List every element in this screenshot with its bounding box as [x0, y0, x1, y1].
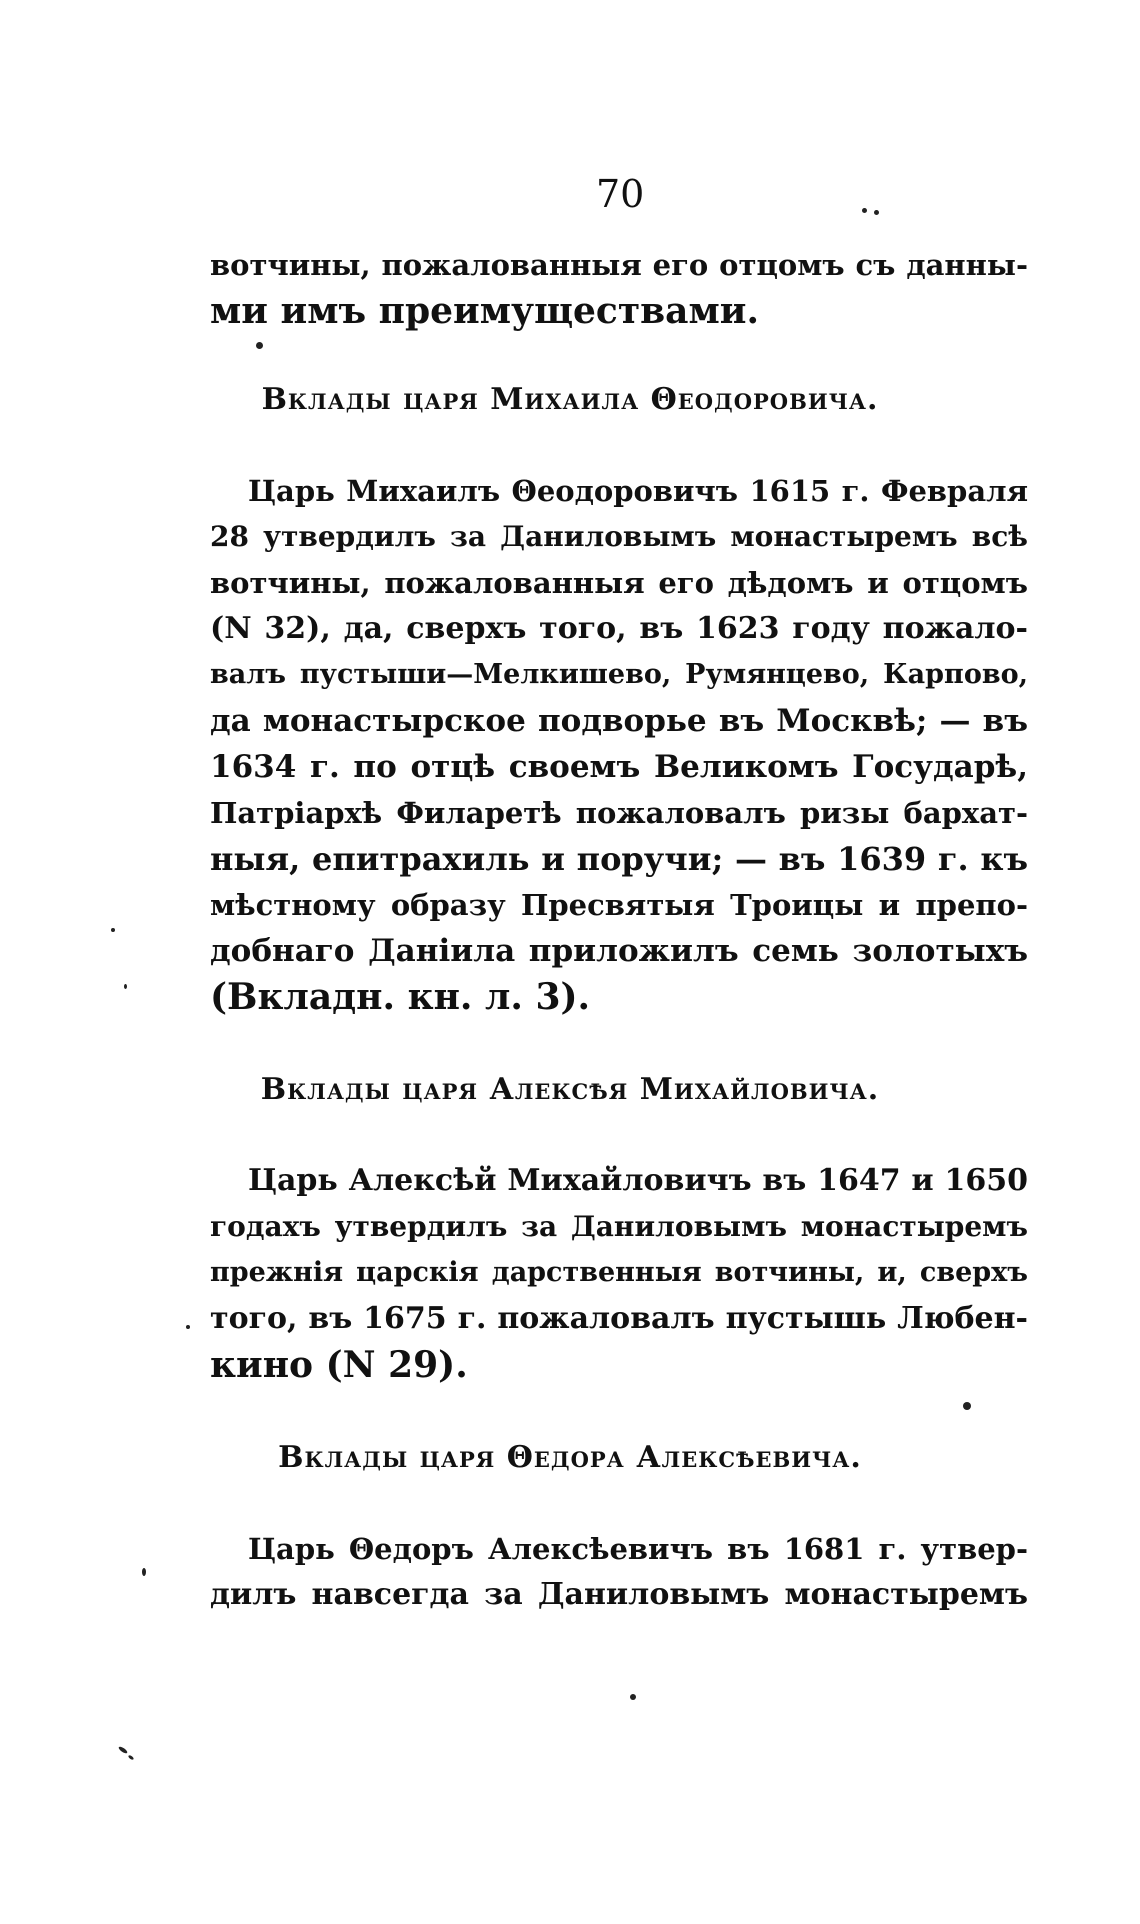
text-line: кино (N 29).	[210, 1344, 468, 1386]
text-line: Патріархѣ Филаретѣ пожаловалъ ризы бархат-	[210, 796, 1028, 830]
scan-speck	[862, 208, 867, 213]
text-line: ми имъ преимуществами.	[210, 290, 759, 332]
scan-speck	[186, 1325, 190, 1329]
scan-speck	[874, 210, 879, 215]
section-heading-mikhail: Вклады царя Михаила Θеодоровича.	[261, 382, 879, 417]
scan-speck	[142, 1568, 146, 1576]
scan-speck	[630, 1694, 636, 1700]
scan-speck	[256, 342, 263, 349]
text-line: Царь Θедоръ Алексѣевичъ въ 1681 г. утвер-	[248, 1532, 1028, 1566]
text-line: (Вкладн. кн. л. 3).	[210, 976, 591, 1018]
text-line: дилъ навсегда за Даниловымъ монастыремъ	[210, 1577, 1028, 1612]
text-line: 1634 г. по отцѣ своемъ Великомъ Государѣ,	[210, 749, 1028, 785]
text-line: прежнія царскія дарственныя вотчины, и, сверхъ	[210, 1257, 1028, 1288]
text-line: валъ пустыши—Мелкишево, Румянцево, Карпово,	[210, 659, 1028, 690]
text-line: 28 утвердилъ за Даниловымъ монастыремъ всѣ	[210, 520, 1028, 553]
scan-speck	[124, 984, 127, 989]
paragraph-feodor	[210, 1526, 1028, 1618]
scan-speck	[111, 928, 115, 932]
section-heading-feodor: Вклады царя Θедора Алексѣевича.	[278, 1440, 862, 1475]
section-heading-aleksei: Вклады царя Алексѣя Михайловича.	[260, 1072, 880, 1107]
paragraph-mikhail	[210, 468, 1028, 1020]
paragraph-aleksei	[210, 1158, 1028, 1388]
page-number: 70	[596, 172, 645, 216]
scan-speck	[118, 1745, 128, 1754]
text-line: Царь Михаилъ Θеодоровичъ 1615 г. Февраля	[248, 474, 1028, 508]
text-line: того, въ 1675 г. пожаловалъ пустышь Любен-	[210, 1301, 1028, 1336]
text-line: вотчины, пожалованныя его дѣдомъ и отцомъ	[210, 566, 1028, 600]
text-line: ныя, епитрахиль и поручи; — въ 1639 г. къ	[210, 840, 1028, 878]
scan-speck	[963, 1402, 971, 1410]
text-line: годахъ утвердилъ за Даниловымъ монастыремъ	[210, 1210, 1028, 1243]
text-line: добнаго Даніила приложилъ семь золотыхъ	[210, 933, 1028, 969]
intro-paragraph	[210, 242, 1028, 334]
text-line: да монастырское подворье въ Москвѣ; — въ	[210, 703, 1028, 739]
scan-speck	[128, 1755, 135, 1761]
text-line: Царь Алексѣй Михайловичъ въ 1647 и 1650	[248, 1163, 1028, 1198]
text-line: (N 32), да, сверхъ того, въ 1623 году пожало-	[210, 611, 1028, 646]
text-line: мѣстному образу Пресвятыя Троицы и препо-	[210, 888, 1028, 922]
text-line: вотчины, пожалованныя его отцомъ съ данны-	[210, 248, 1028, 282]
